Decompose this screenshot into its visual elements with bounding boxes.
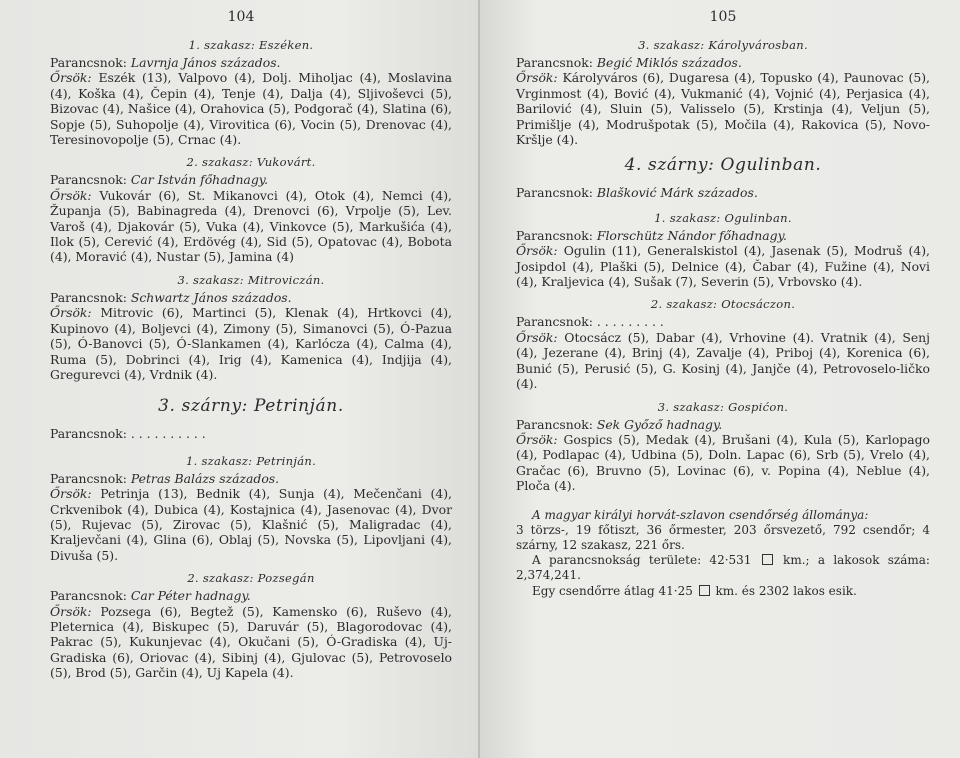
wing-title: 3. szárny: Petrinján. bbox=[158, 396, 344, 417]
section-heading: 3. szakasz: Gospićon. bbox=[657, 399, 789, 414]
posts-list: Őrsök: Petrinja (13), Bednik (4), Sunja (4), Mečenčani (4), Crkvenibok (4), Dubica (4), Kostajnica (4), Jasenovac (4), Dvor (5), Rujevac (5), Zirovac (5), Klašnić (5), Maligradac (4), Kraljevčani (4), Glina (6), Oblaj (5), Novska (5), Lipovljani (4), Divuša (5). bbox=[50, 486, 452, 563]
commander-line: Parancsnok: Sek Győző hadnagy. bbox=[516, 416, 723, 432]
section-heading: 2. szakasz: Vukovárt. bbox=[186, 155, 316, 170]
section-heading: 1. szakasz: Petrinján. bbox=[185, 453, 317, 468]
posts-list: Őrsök: Ogulin (11), Generalskistol (4), Jasenak (5), Modruš (4), Josipdol (4), Plaški (5), Delnice (4), Čabar (4), Fužine (4), Novi (4), Kraljevica (4), Sušak (7), Severin (5), Vrbovsko (4). bbox=[516, 243, 930, 290]
summary-territory: A parancsnokság területe: 42·531 km.; a lakosok száma: 2,374,241. bbox=[516, 553, 930, 583]
summary-heading: A magyar királyi horvát-szlavon csendőrség állománya: bbox=[532, 507, 869, 522]
commander-line: Parancsnok: . . . . . . . . . bbox=[516, 314, 664, 330]
commander-line: Parancsnok: Car Péter hadnagy. bbox=[50, 588, 251, 604]
page-number: 104 bbox=[227, 9, 255, 25]
page-number: 105 bbox=[709, 9, 737, 25]
commander-line: Parancsnok: Car István főhadnagy. bbox=[50, 172, 269, 188]
spacer bbox=[516, 498, 930, 508]
commander-line: Parancsnok: Petras Balázs százados. bbox=[50, 470, 280, 486]
posts-list: Őrsök: Gospics (5), Medak (4), Brušani (4), Kula (5), Karlopago (4), Podlapac (4), Udbina (5), Doln. Lapac (6), Srb (5), Vrelo (4), Gračac (6), Bruvno (5), Lovinac (6), v. Popina (4), Neblue (4), Ploča (4). bbox=[516, 431, 930, 494]
summary-average: Egy csendőrre átlag 41·25 km. és 2302 lakos esik. bbox=[532, 583, 857, 598]
posts-list: Őrsök: Vukovár (6), St. Mikanovci (4), Otok (4), Nemci (4), Županja (5), Babinagreda (4), Drenovci (6), Vrpolje (5), Lev. Varoš (4), Djakovár (5), Vuka (4), Vinkovce (5), Markušića (4), Ilok (5), Cerević (4), Erdövég (4), Sid (5), Opatovac (4), Bobota (4), Moravić (4), Nustar (5), Jamina (4) bbox=[50, 187, 452, 265]
commander-line: Parancsnok: Blašković Márk százados. bbox=[516, 185, 758, 201]
posts-list: Őrsök: Károlyváros (6), Dugaresa (4), Topusko (4), Paunovac (5), Vrginmost (4), Bović (4), Vukmanić (4), Vojnić (4), Perjasica (4), Barilović (4), Sluin (5), Valisselo (5), Krstinja (4), Veljun (5), Primišlje (4), Modrušpotak (5), Močila (4), Rakovica (5), Novo-Kršlje (4). bbox=[516, 70, 930, 148]
section-heading: 2. szakasz: Otocsáczon. bbox=[650, 297, 796, 312]
commander-line: Parancsnok: Begić Miklós százados. bbox=[516, 55, 742, 70]
summary-personnel: 3 törzs-, 19 főtiszt, 36 őrmester, 203 őrsvezető, 792 csendőr; 4 szárny, 12 szakasz, 221 őrs. bbox=[516, 522, 930, 552]
section-heading: 3. szakasz: Károlyvárosban. bbox=[638, 38, 808, 52]
posts-list: Őrsök: Mitrovic (6), Martinci (5), Klenak (4), Hrtkovci (4), Kupinovo (4), Boljevci (4), Zimony (5), Simanovci (5), Ó-Pazua (5), Ó-Banovci (5), Ó-Slankamen (4), Karlócza (4), Calma (4), Ruma (5), Dobrinci (4), Irig (4), Kamenica (4), Indjija (4), Gregurevci (4), Vrdnik (4). bbox=[50, 305, 452, 382]
commander-line: Parancsnok: Schwartz János százados. bbox=[50, 289, 292, 305]
commander-line: Parancsnok: Florschütz Nándor főhadnagy. bbox=[516, 227, 787, 243]
square-symbol-icon bbox=[699, 585, 710, 596]
section-heading: 1. szakasz: Ogulinban. bbox=[654, 210, 792, 225]
posts-list: Őrsök: Otocsácz (5), Dabar (4), Vrhovine (4). Vratnik (4), Senj (4), Jezerane (4), Brinj (4), Zavalje (4), Priboj (4), Korenica (6), Bunić (5), Perusić (5), G. Kosinj (4), Janjče (4), Petrovoselo-ličko (4). bbox=[516, 329, 930, 392]
posts-list: Őrsök: Pozsega (6), Begtež (5), Kamensko (6), Ruševo (4), Pleternica (4), Biskupec (5), Daruvár (5), Blagorodovac (4), Pakrac (5), Kukunjevac (4), Okučani (5), Ó-Gradiska (4), Uj-Gradiska (6), Oriovac (4), Sibinj (4), Gjulovac (5), Petrovoselo (5), Brod (5), Garčin (4), Uj Kapela (4). bbox=[50, 603, 452, 681]
posts-list: Őrsök: Eszék (13), Valpovo (4), Dolj. Miholjac (4), Moslavina (4), Koška (4), Čepin (4), Tenje (4), Dalja (4), Sljivoševci (5), Bizovac (4), Našice (4), Orahovica (5), Podgorač (4), Slatina (6), Sopje (5), Suhopolje (4), Virovitica (6), Vocin (5), Drenovac (4), Teresinovopolje (5), Crnac (4). bbox=[50, 70, 452, 148]
wing-title: 4. szárny: Ogulinban. bbox=[624, 155, 822, 176]
commander-line: Parancsnok: . . . . . . . . . . bbox=[50, 426, 206, 442]
square-symbol-icon bbox=[762, 554, 773, 565]
section-heading: 1. szakasz: Eszéken. bbox=[188, 38, 314, 52]
section-heading: 3. szakasz: Mitroviczán. bbox=[177, 272, 325, 287]
section-heading: 2. szakasz: Pozsegán bbox=[187, 571, 315, 586]
right-page bbox=[480, 0, 960, 758]
commander-line: Parancsnok: Lavrnja János százados. bbox=[50, 55, 281, 70]
